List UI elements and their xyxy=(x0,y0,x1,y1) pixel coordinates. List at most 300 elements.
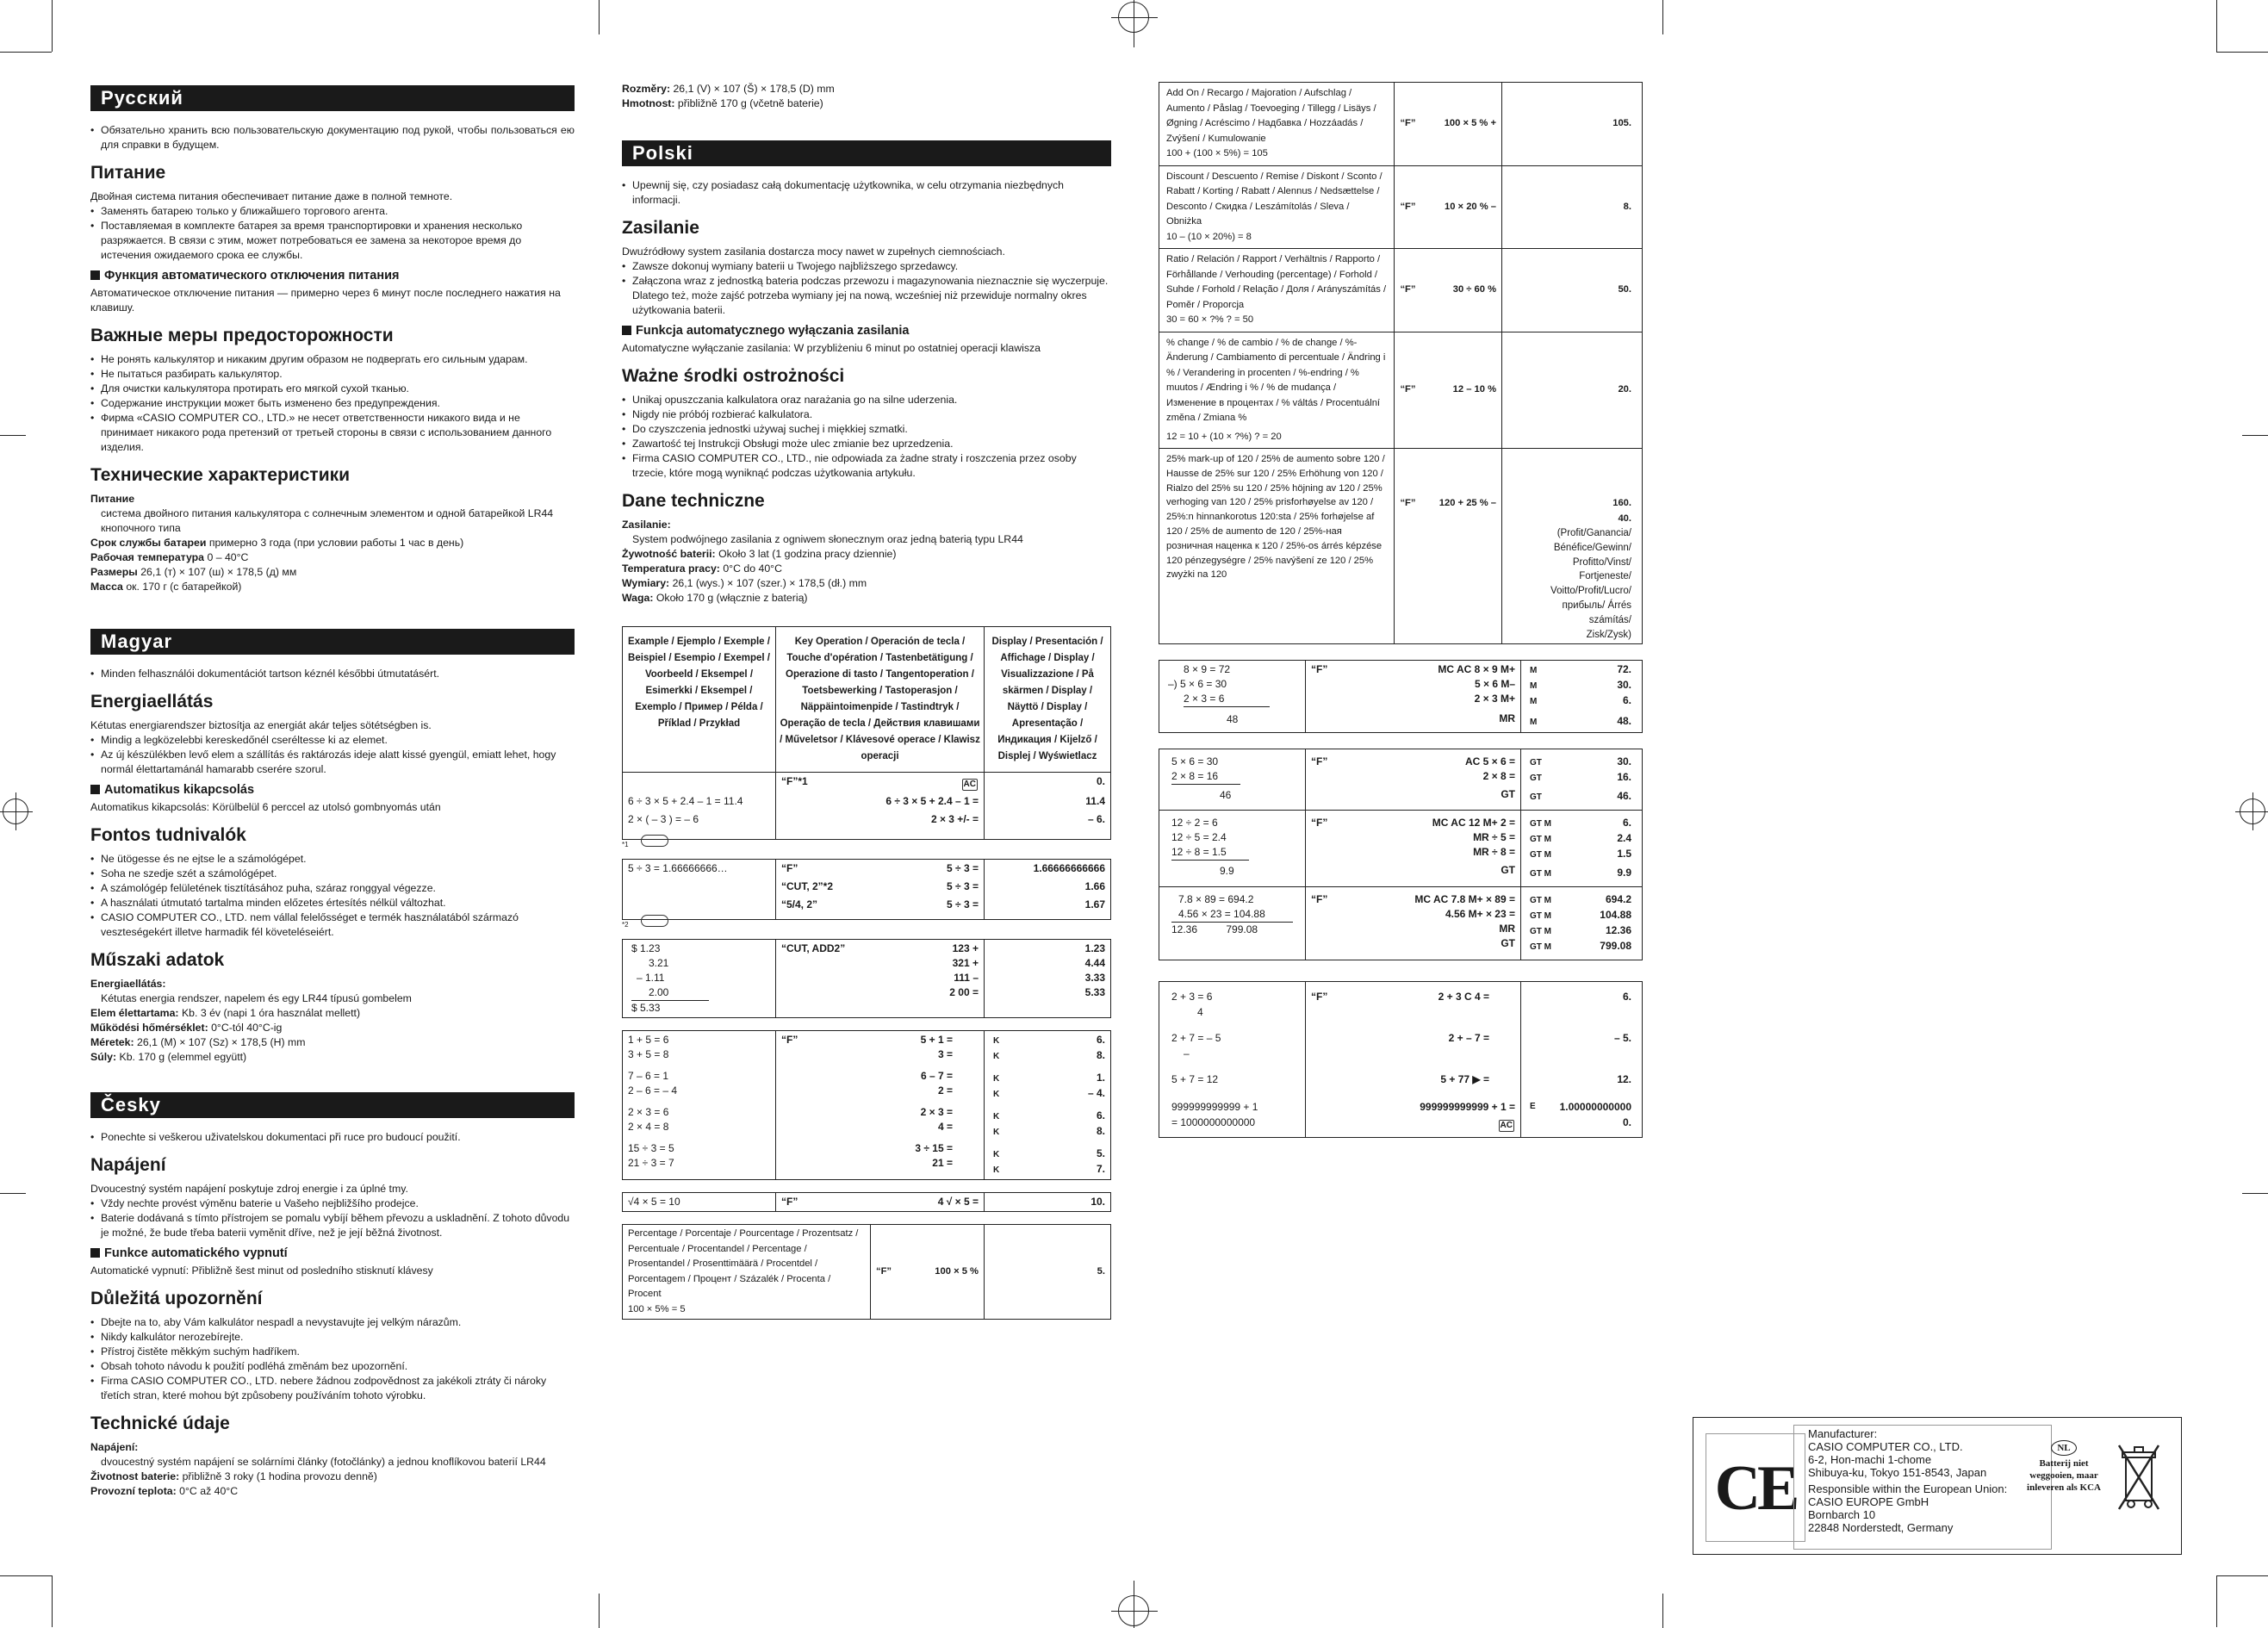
example-text: $ 5.33 xyxy=(631,1002,661,1014)
mode-label: “F” xyxy=(876,1265,892,1277)
display-value: 9.9 xyxy=(1617,867,1631,879)
operation-label: 25% mark-up of 120 / 25% de aumento sobre 120 / Hausse de 25% sur 120 / 25% Erhöhung von 120 / Rialzo del 25% su 120 / 25% höjning av 120 / 25% verhoging van 120 / 25% prisforhøyelse av 120 / 25%:n hinnankorotus 120:sta / 25% forhøjelse af 120 / 25% de aumento de 120 / 25%-ная розничная наценка к 120 / 25%-os árrés képzése 120 pénzegységre / 25% navýšení ze 120 / 25% zwyżki na 120 xyxy=(1159,449,1395,644)
spec-key: Rozměry: xyxy=(622,83,671,95)
power-text: Kétutas energiarendszer biztosítja az energiát akár teljes sötétségben is. xyxy=(90,719,432,731)
display-value: 40. xyxy=(1618,513,1631,524)
spec-value: přibližně 3 roky (1 hodina provozu denně) xyxy=(182,1470,377,1482)
display-value: 8. xyxy=(1096,1049,1105,1061)
bullet: • Ne ütögesse és ne ejtse le a számológépet. xyxy=(90,852,575,867)
example-text: 7.8 × 89 = 694.2 xyxy=(1178,893,1254,906)
spec-value: Kétutas energia rendszer, napelem és egy LR44 típusú gombelem xyxy=(101,992,412,1004)
spec-value: 26,1 (V) × 107 (Š) × 178,5 (D) mm xyxy=(673,83,835,95)
display-value: 0. xyxy=(1096,775,1105,787)
spec-value: 0 – 40°C xyxy=(207,551,249,563)
example-text: 21 ÷ 3 = 7 xyxy=(628,1157,674,1169)
mode-label: “5/4, 2” xyxy=(781,898,818,910)
specs xyxy=(622,518,1111,606)
example-text: 5 + 7 = 12 xyxy=(1171,1073,1219,1086)
spec-value: 0°C do 40°C xyxy=(723,562,782,575)
manufacturer-box xyxy=(1693,1417,2182,1555)
spec-value: ок. 170 г (с батарейкой) xyxy=(126,581,242,593)
mode-label: “F” xyxy=(1400,384,1416,395)
indicator: GT M xyxy=(1530,896,1551,906)
example-text: 2 – 6 = – 4 xyxy=(628,1084,678,1097)
operation-formula: 30 = 60 × ?% ? = 50 xyxy=(1166,314,1254,325)
spec-value: Kb. 3 év (napi 1 óra használat mellett) xyxy=(181,1007,361,1019)
ac-key-icon: AC xyxy=(1500,1121,1513,1131)
spec-key: Масса xyxy=(90,581,123,593)
power-text: Dwuźródłowy system zasilania dostarcza mocy nawet w zupełnych ciemnościach. xyxy=(622,245,1005,258)
example-text: 2 × 4 = 8 xyxy=(628,1121,669,1133)
header-display: Display / Presentación / Affichage / Display / Visualizzazione / På skärmen / Display / Näyttö / Display / Apresentação / Индикация / Kijelző / Displej / Wyświetlacz xyxy=(985,627,1111,773)
example-text: 46 xyxy=(1220,789,1232,802)
example-text: 9.9 xyxy=(1220,865,1234,878)
memory-table xyxy=(1159,660,1643,733)
indicator: M xyxy=(1530,718,1538,728)
display-value: 8. xyxy=(1096,1125,1105,1137)
example-text: 4.56 × 23 = 104.88 xyxy=(1171,907,1293,923)
heading-auto-off: Funkce automatického vypnutí xyxy=(90,1246,575,1261)
operation-formula: 100 + (100 × 5%) = 105 xyxy=(1166,148,1268,158)
spec-value: Około 3 lat (1 godzina pracy dziennie) xyxy=(718,548,897,560)
display-value: 12.36 xyxy=(1605,924,1631,937)
spec-key: Рабочая температура xyxy=(90,551,205,563)
crossed-bin-icon xyxy=(2114,1438,2165,1525)
bullet: • Не ронять калькулятор и никаким другим образом не подвергать его сильным ударам. xyxy=(90,352,575,367)
operation-formula: 100 × 5% = 5 xyxy=(628,1303,686,1314)
bullet: • Přístroj čistěte měkkým suchým hadříkem. xyxy=(90,1345,575,1359)
correction-mark: 4 xyxy=(1197,1006,1203,1019)
key-sequence: 21 = xyxy=(932,1157,953,1169)
power-text: Dvoucestný systém napájení poskytuje zdroj energie i za úplné tmy. xyxy=(90,1183,408,1195)
spec-key: Működési hőmérséklet: xyxy=(90,1022,208,1034)
specs-continued xyxy=(622,82,1111,111)
example-text: 2 + 3 = 6 xyxy=(1171,991,1213,1004)
key-sequence: 4.56 M+ × 23 = xyxy=(1445,908,1515,921)
indicator: GT M xyxy=(1530,942,1551,953)
address-line: Bornbarch 10 xyxy=(1808,1508,1876,1521)
spec-value: Kb. 170 g (elemmel együtt) xyxy=(119,1051,247,1063)
section-band-czech: Česky xyxy=(90,1092,575,1118)
key-sequence: 6 ÷ 3 × 5 + 2.4 – 1 = xyxy=(776,792,985,811)
key-sequence: 2 × 3 = xyxy=(920,1106,953,1118)
key-sequence: 30 ÷ 60 % xyxy=(1452,284,1497,295)
example-table-basic xyxy=(622,626,1111,840)
spec-value: 26,1 (M) × 107 (Sz) × 178,5 (H) mm xyxy=(137,1036,306,1048)
indicator: K xyxy=(993,1052,1000,1061)
indicator: K xyxy=(993,1150,1000,1159)
example-text: 2 × 3 = 6 xyxy=(1184,692,1270,707)
key-sequence: 999999999999 + 1 = xyxy=(1420,1101,1515,1114)
example-text: 5 ÷ 3 = 1.66666666… xyxy=(623,860,776,879)
intro-text: • Обязательно хранить всю пользовательскую документацию под рукой, чтобы пользоваться ею для справки в будущем. xyxy=(90,123,575,152)
key-sequence: 321 + xyxy=(952,957,979,969)
intro-text: • Minden felhasználói dokumentációt tartson kéznél későbbi útmutatásért. xyxy=(90,667,575,681)
display-value: 5.33 xyxy=(1084,986,1105,998)
spec-key: Срок службы батареи xyxy=(90,537,207,549)
key-sequence: GT xyxy=(1501,937,1515,950)
mode-label: “F” xyxy=(1311,893,1328,906)
display-value: 1.67 xyxy=(1084,898,1105,910)
mode-label: “F” xyxy=(1400,498,1416,508)
key-sequence: 123 + xyxy=(952,942,979,954)
display-value: 8. xyxy=(1623,201,1631,212)
switch-icon xyxy=(641,835,668,847)
specs xyxy=(90,1440,575,1499)
key-sequence: 6 – 7 = xyxy=(920,1070,953,1082)
example-table-constant xyxy=(622,1030,1111,1180)
key-sequence: 2 × 3 M+ xyxy=(1474,693,1515,705)
spec-key: Wymiary: xyxy=(622,577,670,589)
example-text: 7 – 6 = 1 xyxy=(628,1070,669,1082)
display-value: 30. xyxy=(1617,755,1631,768)
indicator: GT M xyxy=(1530,869,1551,879)
heading-precautions: Ważne środki ostrożności xyxy=(622,366,845,386)
operation-formula: 12 = 10 + (10 × ?%) ? = 20 xyxy=(1166,431,1282,442)
specs xyxy=(90,492,575,594)
display-value: 6. xyxy=(1096,1109,1105,1122)
heading-specs: Technické údaje xyxy=(90,1414,230,1433)
display-value: 12. xyxy=(1617,1073,1631,1086)
heading-power: Питание xyxy=(90,163,166,183)
key-sequence: 3 = xyxy=(937,1048,953,1060)
spec-key: Provozní teplota: xyxy=(90,1485,177,1497)
bullet: • Не пытаться разбирать калькулятор. xyxy=(90,367,575,382)
battery-disposal-text: Batterij niet weggooien, maar inleveren als KCA xyxy=(2027,1458,2101,1493)
display-value: 48. xyxy=(1617,715,1631,728)
key-sequence: 120 + 25 % – xyxy=(1438,498,1497,508)
mode-label: “CUT, 2”*2 xyxy=(781,880,834,892)
spec-value: Około 170 g (włącznie z baterią) xyxy=(656,592,808,604)
key-sequence: MC AC 7.8 M+ × 89 = xyxy=(1414,893,1515,906)
key-sequence: GT xyxy=(1501,864,1515,877)
mode-label: “F” xyxy=(781,862,798,874)
ac-key-icon: AC xyxy=(963,780,976,789)
operation-label: % change / % de cambio / % de change / %-Änderung / Cambiamento di percentuale / Ändring i % / Verandering in procenten / %-endring / % muutos / Ændring i % / % de mudança / Изменение в процентах / % váltás / Procentuální změna / Zmiana % xyxy=(1166,337,1386,423)
address-line: Manufacturer: xyxy=(1808,1427,1878,1440)
display-value: 2.4 xyxy=(1617,832,1631,845)
operation-label: Add On / Recargo / Majoration / Aufschlag / Aumento / Påslag / Toevoeging / Tillegg / Lisäys / Øgning / Acréscimo / Надбавка / Hozzáadás / Zvýšení / Kumulowanie xyxy=(1166,88,1376,144)
indicator: GT xyxy=(1530,758,1542,768)
address-line: Responsible within the European Union: xyxy=(1808,1482,2008,1495)
example-text: 2.00 xyxy=(631,985,709,1001)
key-sequence: MR xyxy=(1499,712,1515,725)
display-value: 0. xyxy=(1622,1116,1631,1129)
example-text: 12 ÷ 2 = 6 xyxy=(1171,817,1218,830)
heading-auto-off: Funkcja automatycznego wyłączania zasilania xyxy=(622,324,1111,339)
display-value: 6. xyxy=(1622,817,1631,830)
key-sequence: 5 + 1 = xyxy=(920,1034,953,1046)
operation-label: Discount / Descuento / Remise / Diskont / Sconto / Rabatt / Korting / Rabatt / Alennus / Nedsættelse / Desconto / Скидка / Leszámítolás / Sleva / Obniżka xyxy=(1166,171,1383,227)
spec-key: Żywotność baterii: xyxy=(622,548,716,560)
address-line: 22848 Norderstedt, Germany xyxy=(1808,1521,1954,1534)
spec-key: Elem élettartama: xyxy=(90,1007,179,1019)
display-value: 5. xyxy=(1096,1147,1105,1159)
key-sequence: MR ÷ 8 = xyxy=(1473,846,1515,859)
display-value: 10. xyxy=(1091,1196,1105,1208)
key-sequence: 4 √ × 5 = xyxy=(937,1196,979,1208)
display-value: 16. xyxy=(1617,771,1631,784)
auto-off-text: Automatické vypnutí: Přibližně šest minut od posledního stisknutí klávesy xyxy=(90,1264,433,1277)
footnote-marker: *2 xyxy=(622,921,629,929)
key-sequence: 2 00 = xyxy=(949,986,979,998)
auto-off-text: Автоматическое отключение питания — примерно через 6 минут после последнего нажатия на клавишу. xyxy=(90,287,561,314)
example-text: 8 × 9 = 72 xyxy=(1184,663,1231,676)
display-value: 799.08 xyxy=(1600,940,1631,953)
bullet: • A számológép felületének tisztításához puha, száraz ronggyal végezze. xyxy=(90,881,575,896)
section-band-hungarian: Magyar xyxy=(90,629,575,655)
display-value: 20. xyxy=(1618,384,1631,395)
key-sequence: MC AC 8 × 9 M+ xyxy=(1438,663,1515,676)
key-sequence: 100 × 5 % + xyxy=(1444,118,1497,128)
intro-text: • Upewnij się, czy posiadasz całą dokumentację użytkownika, w celu otrzymania niezbędnych informacji. xyxy=(622,178,1111,208)
bullet: • Фирма «CASIO COMPUTER CO., LTD.» не несет ответственности никакого вида и не принимает никакого рода претензий от третьей стороны в связи с использованием данного изделия. xyxy=(90,411,575,455)
bullet: • Firma CASIO COMPUTER CO., LTD., nie odpowiada za żadne straty i roszczenia przez osoby trzecie, które mogą wyniknąć podczas użytkowania artykułu. xyxy=(622,451,1111,481)
mode-label: “F” xyxy=(781,1196,798,1208)
bullet: • CASIO COMPUTER CO., LTD. nem vállal felelősséget e termék használatából származó veszteségekért illetve harmadik fél követeléseiért. xyxy=(90,910,575,940)
indicator: GT M xyxy=(1530,835,1551,845)
column-left xyxy=(90,82,575,1499)
display-value: – 4. xyxy=(1087,1087,1105,1099)
heading-precautions: Důležitá upozornění xyxy=(90,1289,263,1308)
bullet: • Obsah tohoto návodu k použití podléhá změnám bez upozornění. xyxy=(90,1359,575,1374)
correction-table xyxy=(1159,981,1643,1138)
example-text: –) 5 × 6 = 30 xyxy=(1168,678,1227,691)
battery-disposal-notice xyxy=(2021,1426,2172,1547)
display-value: 694.2 xyxy=(1605,893,1631,906)
heading-power: Energiaellátás xyxy=(90,692,214,711)
indicator: K xyxy=(993,1112,1000,1122)
key-sequence: GT xyxy=(1501,788,1515,801)
indicator: K xyxy=(993,1128,1000,1137)
indicator: K xyxy=(993,1090,1000,1099)
example-text: = 1000000000000 xyxy=(1171,1116,1256,1129)
spec-value: 26,1 (wys.) × 107 (szer.) × 178,5 (dł.) mm xyxy=(672,577,867,589)
spec-key: Temperatura pracy: xyxy=(622,562,720,575)
bullet: • Zawartość tej Instrukcji Obsługi może ulec zmianie bez uprzedzenia. xyxy=(622,437,1111,451)
example-text: 12 ÷ 8 = 1.5 xyxy=(1171,845,1249,861)
key-sequence: 3 ÷ 15 = xyxy=(915,1142,953,1154)
example-text: √4 × 5 = 10 xyxy=(623,1193,776,1212)
mode-label: “F” xyxy=(1400,201,1416,212)
example-text: 15 ÷ 3 = 5 xyxy=(628,1142,674,1154)
bullet: • A használati útmutató tartalma minden előzetes értesítés nélkül változhat. xyxy=(90,896,575,910)
spec-value: 0°C až 40°C xyxy=(179,1485,239,1497)
display-value: 1.23 xyxy=(1084,942,1105,954)
example-text: 48 xyxy=(1227,713,1239,726)
spec-value: примерно 3 года (при условии работы 1 час в день) xyxy=(208,537,464,549)
bullet: • Поставляемая в комплекте батарея за время транспортировки и хранения несколько разряжается. В связи с этим, может потребоваться ее замена за некоторое время до истечения ожидаемого срока ее службы. xyxy=(90,219,575,263)
heading-auto-off: Automatikus kikapcsolás xyxy=(90,783,575,798)
power-text: Двойная система питания обеспечивает питание даже в полной темноте. xyxy=(90,190,453,202)
bullet: • Dbejte na to, aby Vám kalkulátor nespadl a nevystavujte jej velkým nárazům. xyxy=(90,1315,575,1330)
bullet: • Firma CASIO COMPUTER CO., LTD. nebere žádnou zodpovědnost za jakékoli ztráty či nároky třetích stran, které mohou být způsobeny používáním tohoto výrobku. xyxy=(90,1374,575,1403)
indicator: K xyxy=(993,1165,1000,1175)
display-value: – 6. xyxy=(1087,813,1105,825)
indicator: GT M xyxy=(1530,927,1551,937)
example-text: 6 ÷ 3 × 5 + 2.4 – 1 = 11.4 xyxy=(623,792,776,811)
display-value: 7. xyxy=(1096,1163,1105,1175)
error-indicator: E xyxy=(1530,1102,1536,1112)
key-sequence: AC 5 × 6 = xyxy=(1464,755,1515,768)
key-sequence: 10 × 20 % – xyxy=(1445,201,1497,212)
display-value: 11.4 xyxy=(1085,795,1105,807)
indicator: M xyxy=(1530,697,1538,707)
display-value: 30. xyxy=(1617,679,1631,692)
section-band-polish: Polski xyxy=(622,140,1111,166)
indicator: GT xyxy=(1530,774,1542,784)
mode-label: “F” xyxy=(1311,755,1328,768)
indicator: GT M xyxy=(1530,911,1551,922)
bullet: • Содержание инструкции может быть изменено без предупреждения. xyxy=(90,396,575,411)
ce-mark-icon: CE xyxy=(1706,1433,1805,1542)
heading-power: Napájení xyxy=(90,1155,166,1175)
example-text: 2 × ( – 3 ) = – 6 xyxy=(623,811,776,840)
key-sequence: 2 + 3 C 4 = xyxy=(1438,991,1489,1004)
operation-formula: 10 – (10 × 20%) = 8 xyxy=(1166,231,1252,242)
bullet: • Załączona wraz z jednostką bateria podczas przewozu i magazynowania nieznacznie się wyczerpuje. Dlatego też, może zajść potrzeba wymiany jej na nową, wcześniej niż przewiduje normalny okres użytkowania baterii. xyxy=(622,274,1111,318)
key-sequence: MR ÷ 5 = xyxy=(1473,831,1515,844)
example-text: 12.36 799.08 xyxy=(1171,923,1258,936)
display-value: 46. xyxy=(1617,790,1631,803)
spec-key: Životnost baterie: xyxy=(90,1470,180,1482)
heading-power: Zasilanie xyxy=(622,218,699,238)
intro-text: • Ponechte si veškerou uživatelskou dokumentaci při ruce pro budoucí použití. xyxy=(90,1130,575,1145)
example-text: 2 + 7 = – 5 xyxy=(1171,1032,1221,1045)
heading-precautions: Fontos tudnivalók xyxy=(90,825,246,845)
bullet: • Do czyszczenia jednostki używaj suchej i miękkiej szmatki. xyxy=(622,422,1111,437)
bullet: • Mindig a legközelebbi kereskedőnél cseréltesse ki az elemet. xyxy=(90,733,575,748)
column-middle xyxy=(622,82,1111,1332)
specs xyxy=(90,977,575,1065)
grand-total-table xyxy=(1159,749,1643,960)
key-sequence: 2 + – 7 = xyxy=(1448,1032,1489,1045)
example-text: 5 × 6 = 30 xyxy=(1171,755,1219,768)
manufacturer-address xyxy=(1793,1425,2052,1550)
bullet: • Nigdy nie próbój rozbierać kalkulatora. xyxy=(622,407,1111,422)
display-value: 50. xyxy=(1618,284,1631,295)
spec-value: přibližně 170 g (včetně baterie) xyxy=(677,97,823,109)
key-sequence: 2 = xyxy=(937,1084,953,1097)
key-sequence: MC AC 12 M+ 2 = xyxy=(1432,817,1515,830)
spec-key: Súly: xyxy=(90,1051,117,1063)
indicator: M xyxy=(1530,681,1538,692)
example-table-add-mode xyxy=(622,939,1111,1018)
example-text: $ 1.23 xyxy=(631,942,661,954)
spec-value: система двойного питания калькулятора с солнечным элементом и одной батарейкой LR44 кнопочного типа xyxy=(101,507,554,534)
column-right xyxy=(1159,82,1643,1150)
key-sequence: 5 ÷ 3 = xyxy=(947,898,979,910)
section-band-russian: Русский xyxy=(90,85,575,111)
spec-value: System podwójnego zasilania z ogniwem słonecznym oraz jedną baterią typu LR44 xyxy=(632,533,1023,545)
heading-auto-off: Функция автоматического отключения питания xyxy=(90,269,575,283)
key-sequence: 2 × 8 = xyxy=(1482,770,1515,783)
heading-precautions: Важные меры предосторожности xyxy=(90,326,394,345)
key-sequence: 111 – xyxy=(954,972,979,984)
example-table-percentage xyxy=(622,1224,1111,1320)
example-text: 3 + 5 = 8 xyxy=(628,1048,669,1060)
spec-key: Méretek: xyxy=(90,1036,134,1048)
key-sequence: 12 – 10 % xyxy=(1452,384,1497,395)
mode-label: “F” xyxy=(1400,284,1416,295)
bullet: • Заменять батарею только у ближайшего торгового агента. xyxy=(90,204,575,219)
example-text: 3.21 xyxy=(649,957,669,969)
example-text: 12 ÷ 5 = 2.4 xyxy=(1171,831,1227,844)
example-text: 2 × 8 = 16 xyxy=(1171,769,1240,785)
mode-label: “F”*1 xyxy=(781,775,808,787)
display-value: 1. xyxy=(1096,1072,1105,1084)
footnote-2 xyxy=(622,915,1111,934)
mode-label: “F” xyxy=(1400,118,1416,128)
address-line: Shibuya-ku, Tokyo 151-8543, Japan xyxy=(1808,1466,1987,1479)
heading-specs: Технические характеристики xyxy=(90,465,351,485)
spec-key: Hmotnost: xyxy=(622,97,675,109)
indicator: GT M xyxy=(1530,850,1551,861)
example-text: – 1.11 xyxy=(637,972,665,984)
display-value: – 5. xyxy=(1613,1032,1631,1045)
mode-label: “F” xyxy=(781,1034,798,1046)
heading-specs: Dane techniczne xyxy=(622,491,765,511)
spec-key: Napájení: xyxy=(90,1441,139,1453)
bullet: • Soha ne szedje szét a számológépet. xyxy=(90,867,575,881)
example-text: 999999999999 + 1 xyxy=(1171,1101,1258,1114)
address-line: CASIO EUROPE GmbH xyxy=(1808,1495,1929,1508)
display-value: 6. xyxy=(1622,694,1631,707)
bullet: • Baterie dodávaná s tímto přístrojem se pomalu vybíjí během převozu a uskladnění. Z tohoto důvodu je možné, že bude třeba baterii vyměnit dříve, než je její běžná životnost. xyxy=(90,1211,575,1240)
heading-specs: Műszaki adatok xyxy=(90,950,225,970)
mode-label: “F” xyxy=(1311,817,1328,830)
display-value: 72. xyxy=(1617,663,1631,676)
spec-value: dvoucestný systém napájení se solárními články (fotočlánky) a jednou knoflíkovou baterií LR44 xyxy=(101,1456,546,1468)
key-sequence: 5 ÷ 3 = xyxy=(947,880,979,892)
indicator: GT xyxy=(1530,792,1542,803)
nl-badge: NL xyxy=(2051,1440,2077,1456)
switch-icon xyxy=(641,915,668,927)
indicator: M xyxy=(1530,666,1538,676)
mode-label: “CUT, ADD2” xyxy=(781,942,846,954)
header-example: Example / Ejemplo / Exemple / Beispiel / Esempio / Exempel / Voorbeeld / Eksempel / Esimerkki / Eksempel / Exemplo / Пример / Példa / Příklad / Przykład xyxy=(623,627,776,773)
example-text: 2 × 3 = 6 xyxy=(628,1106,669,1118)
mode-label: “F” xyxy=(1311,663,1328,676)
display-value: 105. xyxy=(1612,118,1631,128)
spec-key: Waga: xyxy=(622,592,654,604)
key-sequence: 5 ÷ 3 = xyxy=(947,862,979,874)
header-key-operation: Key Operation / Operación de tecla / Touche d'opération / Tastenbetätigung / Operazione di tasto / Tangentoperation / Toetsbewerking / Tastoperasjon / Näppäintoimenpide / Tastindtryk / Operação de tecla / Действия клавишами / Műveletsor / Klávesové operace / Klawisz operacji xyxy=(776,627,985,773)
display-value: 6. xyxy=(1622,991,1631,1004)
display-value: 3.33 xyxy=(1084,972,1105,984)
display-value: 1.66 xyxy=(1084,880,1105,892)
auto-off-text: Automatikus kikapcsolás: Körülbelül 6 perccel az utolsó gombnyomás után xyxy=(90,801,441,813)
key-sequence: MR xyxy=(1499,923,1515,935)
percent-operations-table xyxy=(1159,82,1643,644)
key-sequence: 100 × 5 % xyxy=(935,1265,979,1277)
operation-label: Percentage / Porcentaje / Pourcentage / Prozentsatz / Percentuale / Procentandel / Percentage / Prosentandel / Prosenttimäärä / Procentdel / Porcentagem / Процент / Százalék / Procenta / Procent xyxy=(628,1228,859,1299)
profit-label: (Profit/Ganancia/ Bénéfice/Gewinn/ Profitto/Vinst/ Fortjeneste/ Voitto/Profit/Lucro/ прибыль/ Árrés számítás/ Zisk/Zysk) xyxy=(1550,528,1631,640)
key-sequence: 5 + 77 ▶ = xyxy=(1440,1073,1489,1086)
bullet: • Nikdy kalkulátor nerozebírejte. xyxy=(90,1330,575,1345)
example-text: 1 + 5 = 6 xyxy=(628,1034,669,1046)
mode-label: “F” xyxy=(1311,991,1328,1004)
display-value: 104.88 xyxy=(1600,909,1631,922)
spec-key: Питание xyxy=(90,493,135,505)
spec-key: Energiaellátás: xyxy=(90,978,166,990)
bullet: • Az új készülékben levő elem a szállítás és raktározás ideje alatt kissé gyengül, emiatt lehet, hogy normál élettartamánál hamarabb cserére szorul. xyxy=(90,748,575,777)
key-sequence: 2 × 3 +/- = xyxy=(776,811,985,840)
footnote-1 xyxy=(622,835,1111,854)
spec-value: 26,1 (т) × 107 (ш) × 178,5 (д) мм xyxy=(140,566,297,578)
example-text xyxy=(1171,937,1293,952)
display-value: 6. xyxy=(1096,1034,1105,1046)
